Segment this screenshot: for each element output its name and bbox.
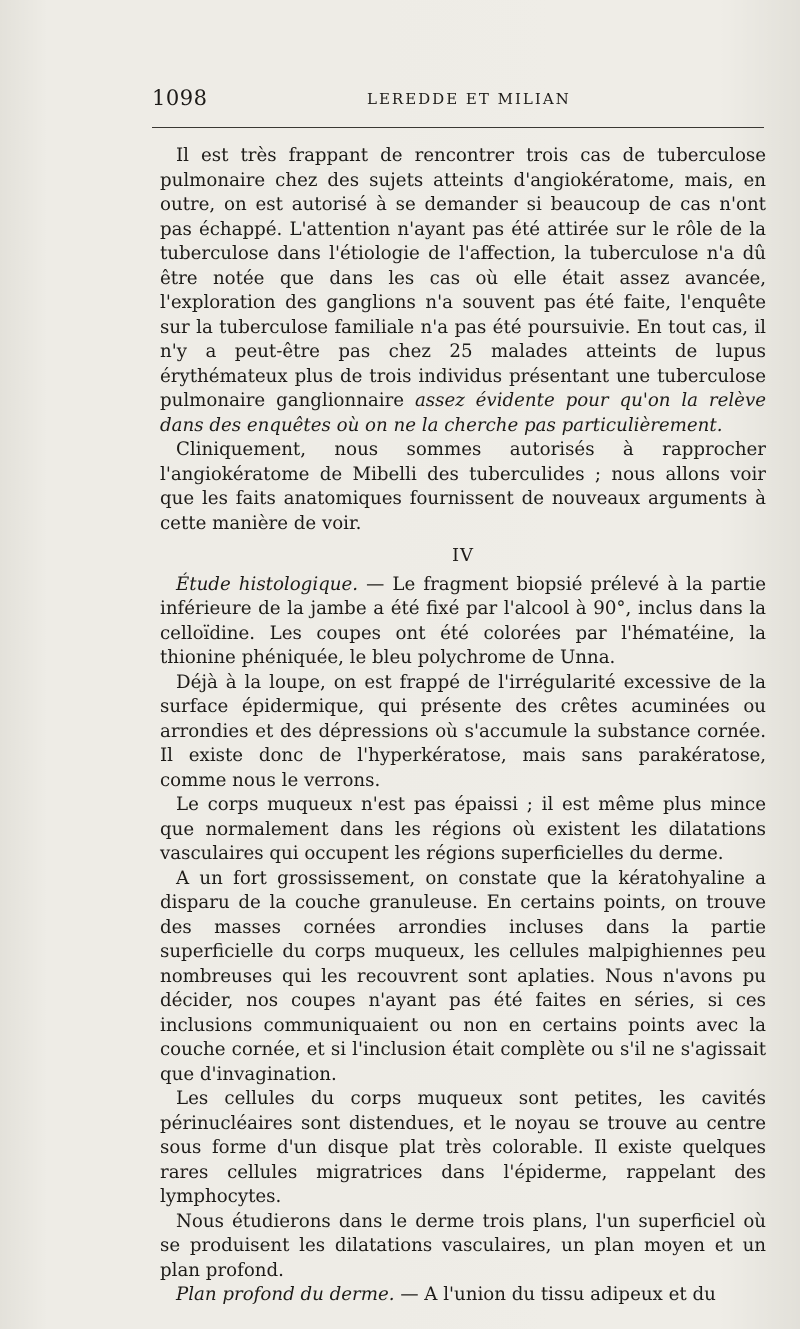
body-text <box>160 144 766 1308</box>
paragraph-1-text: Il est très frappant de rencontrer trois cas de tuberculose pulmonaire chez des sujets atteints d'angiokératome, mais, en outre, on est autorisé à se demander si beaucoup de cas n'ont pas échappé. L'attention n'ayant pas été attirée sur le rôle de la tuberculose dans l'étiologie de l'affection, la tuberculose n'a dû être notée que dans les cas où elle était assez avancée, l'exploration des ganglions n'a souvent pas été faite, l'enquête sur la tuberculose familiale n'a pas été poursuivie. En tout cas, il n'y a peut-être pas chez 25 malades atteints de lupus érythémateux plus de trois individus présentant une tuberculose pulmonaire ganglionnaire <box>160 145 766 411</box>
page-number: 1098 <box>152 86 208 110</box>
paragraph-5: Le corps muqueux n'est pas épaissi ; il est même plus mince que normalement dans les régions où existent les dilatations vasculaires qui occupent les régions superficielles du derme. <box>160 794 766 864</box>
paragraph-3 <box>160 573 766 671</box>
subsection-title: Plan profond du derme. <box>176 1284 395 1305</box>
paragraph-2: Cliniquement, nous sommes autorisés à rapprocher l'angiokératome de Mibelli des tuberculides ; nous allons voir que les faits anatomiques fournissent de nouveaux arguments à cette manière de voir. <box>160 439 766 534</box>
page-header <box>152 86 764 116</box>
paragraph-3-text: — Le fragment biopsié prélevé à la partie inférieure de la jambe a été fixé par l'alcool à 90°, inclus dans la celloïdine. Les coupes ont été colorées par l'hématéine, la thionine phéniquée, le bleu polychrome de Unna. <box>160 573 766 668</box>
section-title: Étude histologique. <box>176 573 359 595</box>
running-head: LEREDDE ET MILIAN <box>367 90 571 108</box>
paragraph-1 <box>160 144 766 438</box>
paragraph-4: Déjà à la loupe, on est frappé de l'irrégularité excessive de la surface épidermique, qui présente des crêtes acuminées ou arrondies et des dépressions où s'accumule la substance cornée. Il existe donc de l'hyperkératose, mais sans parakératose, comme nous le verrons. <box>160 671 766 791</box>
paragraph-8: Nous étudierons dans le derme trois plans, l'un superficiel où se produisent les dilatations vasculaires, un plan moyen et un plan profond. <box>160 1210 766 1281</box>
paragraph-9 <box>160 1283 766 1308</box>
paragraph-7: Les cellules du corps muqueux sont petites, les cavités périnucléaires sont distendues, et le noyau se trouve au centre sous forme d'un disque plat très colorable. Il existe quelques rares cellules migratrices dans l'épiderme, rappelant des lymphocytes. <box>160 1088 766 1207</box>
paragraph-9-text: — A l'union du tissu adipeux et du <box>394 1284 716 1305</box>
header-rule <box>152 127 764 128</box>
paragraph-1-italic: assez évidente pour qu'on la relève dans des enquêtes où on ne la cherche pas particulièrement. <box>160 390 766 436</box>
section-number: IV <box>451 545 475 566</box>
paragraph-6: A un fort grossissement, on constate que la kératohyaline a disparu de la couche granuleuse. En certains points, on trouve des masses cornées arrondies incluses dans la partie superficielle du corps muqueux, les cellules malpighiennes peu nombreuses qui les recouvrent sont aplaties. Nous n'avons pu décider, nos coupes n'ayant pas été faites en séries, si ces inclusions communiquaient ou non en certains points avec la couche cornée, et si l'inclusion était complète ou s'il ne s'agissait que d'invagination. <box>160 867 766 1085</box>
